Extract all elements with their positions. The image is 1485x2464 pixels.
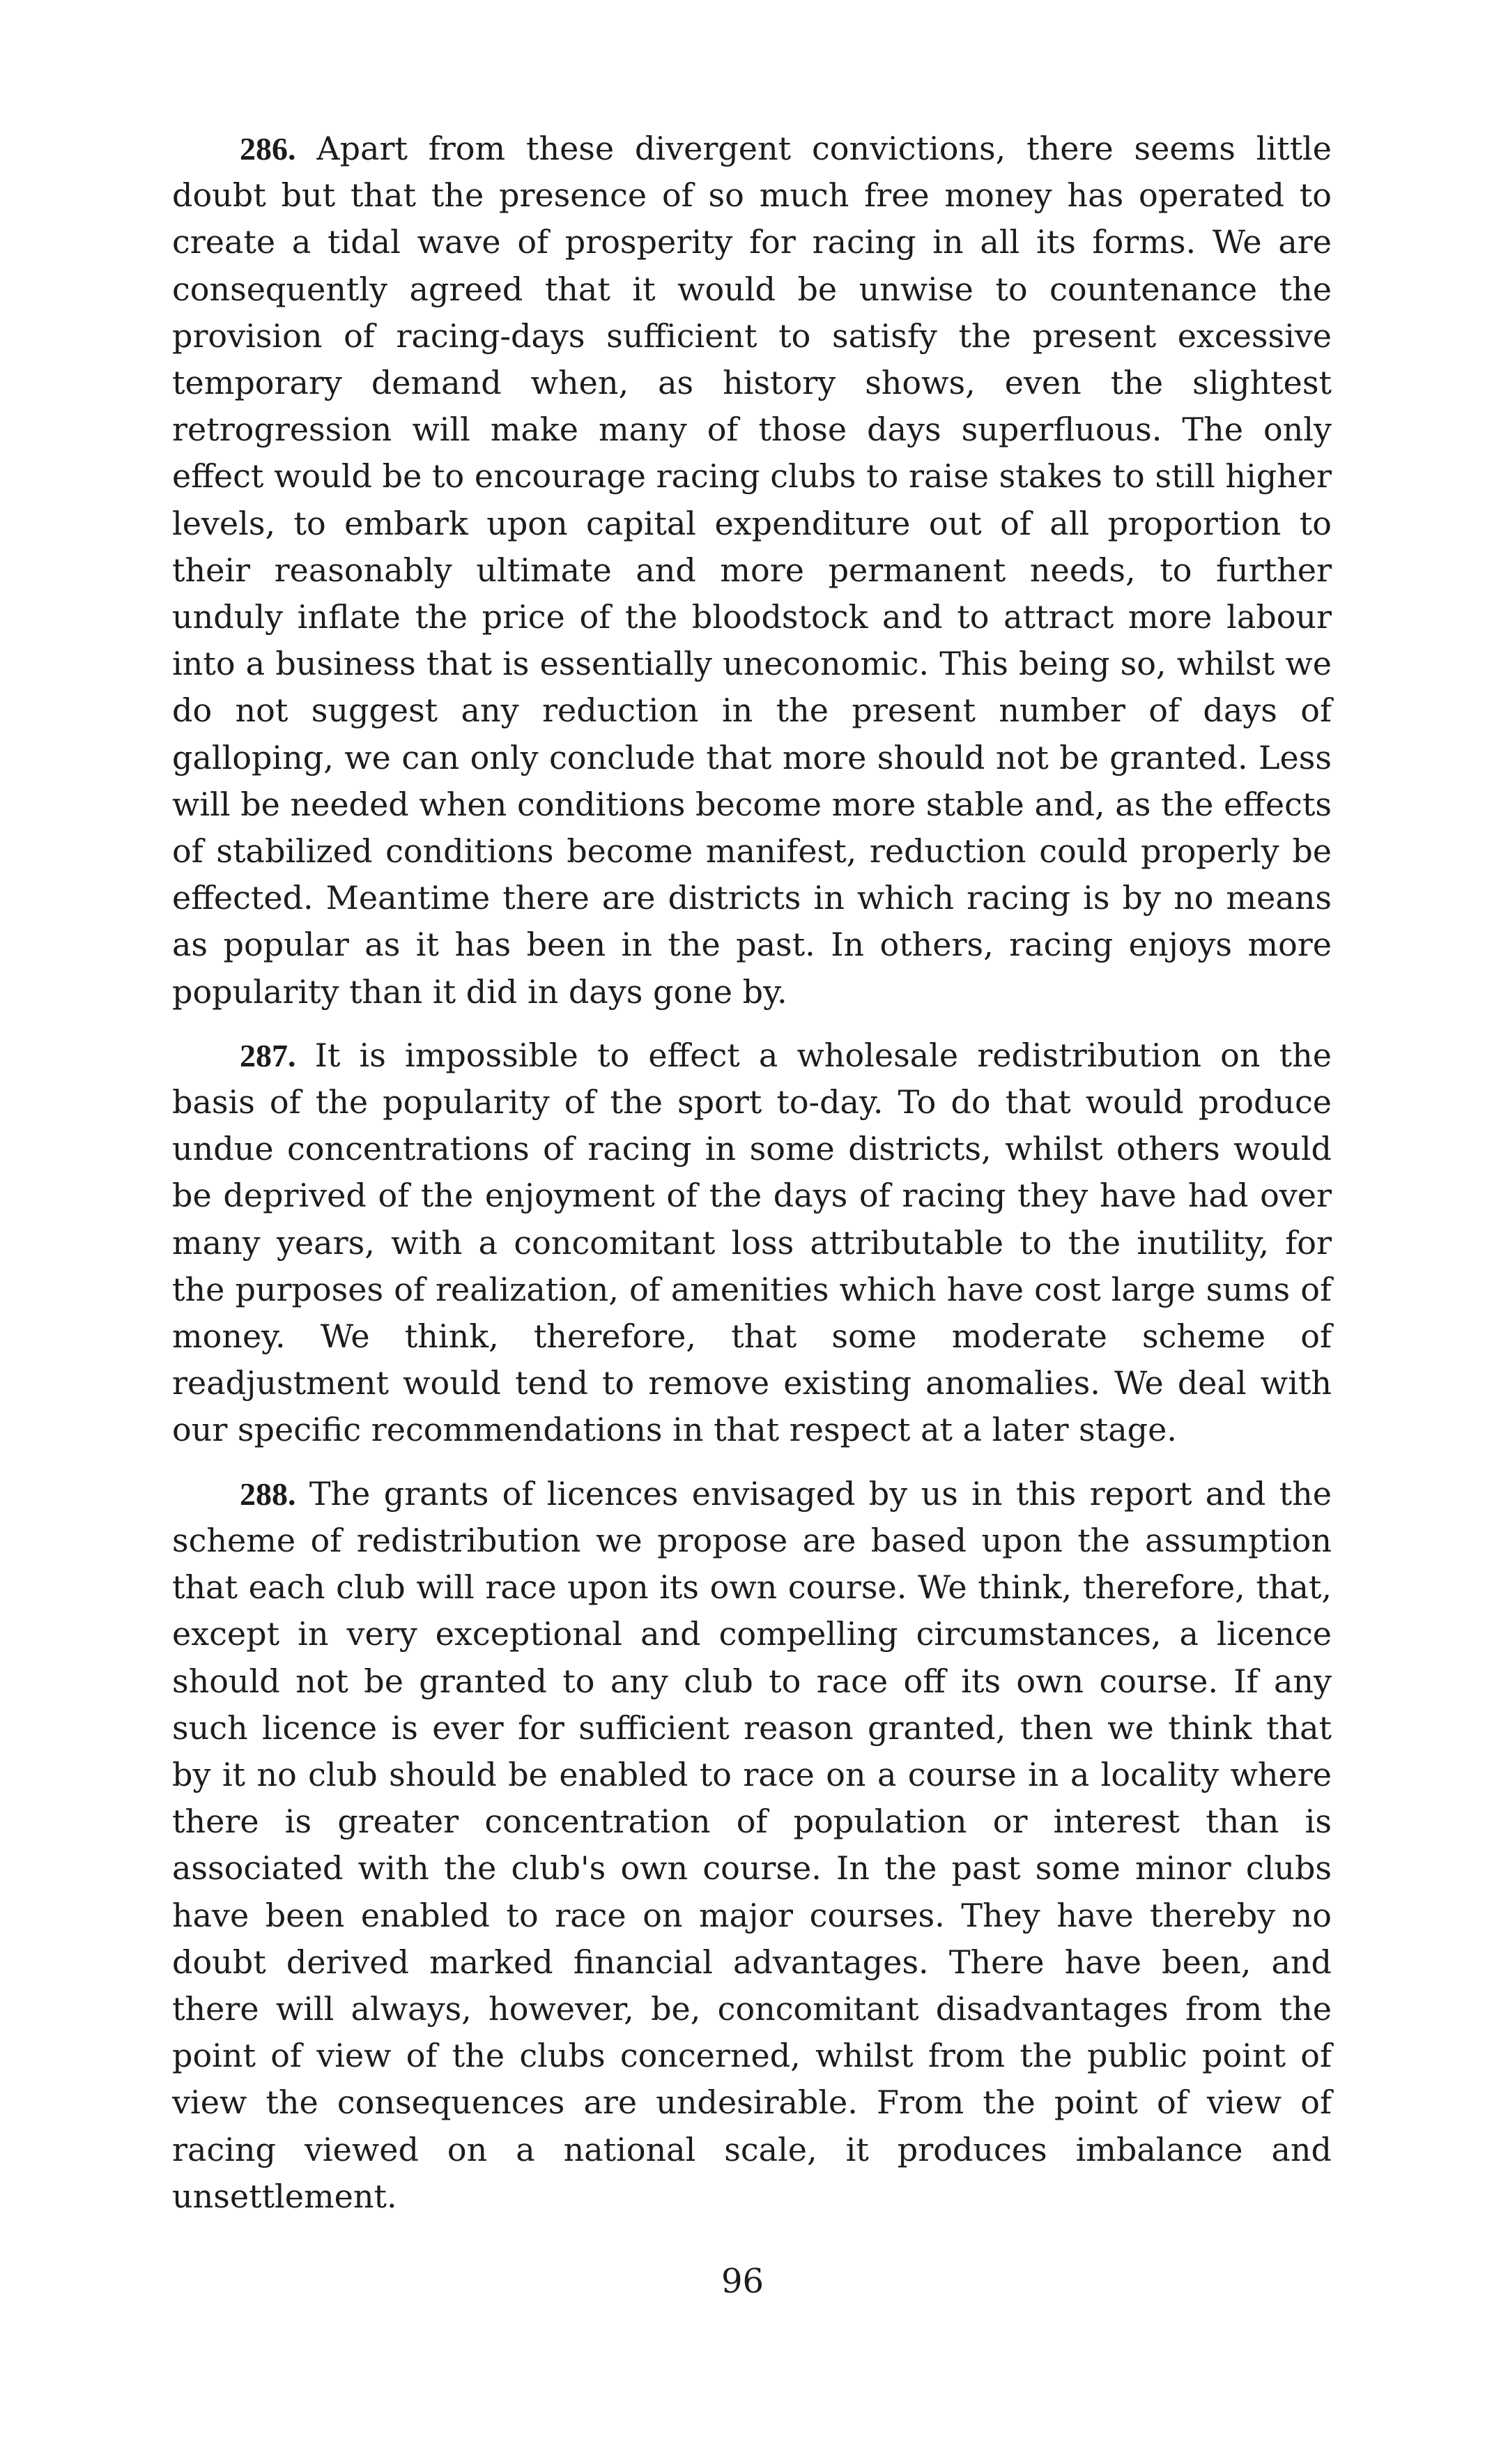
paragraph-text: Apart from these divergent convictions, there seems little doubt but that the presence of so much free money has operated to create a tidal wave of prosperity for racing in all its forms. We are consequently agreed that it would be unwise to countenance the provision of racing-days sufficient to satisfy the present excessive temporary demand when, as history shows, even the slightest retrogression will make many of those days superfluous. The only effect would be to encourage racing clubs to raise stakes to still higher levels, to embark upon capital expenditure out of all proportion to their reasonably ultimate and more permanent needs, to further unduly inflate the price of the bloodstock and to attract more labour into a business that is essentially uneconomic. This being so, whilst we do not suggest any reduction in the present number of days of galloping, we can only conclude that more should not be granted. Less will be needed when conditions become more stable and, as the effects of stabilized conditions become manifest, reduction could properly be effected. Meantime there are districts in which racing is by no means as popular as it has been in the past. In others, racing enjoys more popularity than it did in days gone by.	[172, 130, 1332, 1011]
paragraph-text: It is impossible to effect a wholesale redistribution on the basis of the popularity of the sport to-day. To do that would produce undue concentrations of racing in some districts, whilst others would be deprived of the enjoyment of the days of racing they have had over many years, with a concomitant loss attributable to the inutility, for the purposes of realization, of amenities which have cost large sums of money. We think, therefore, that some moderate scheme of readjustment would tend to remove existing anomalies. We deal with our specific recommendations in that respect at a later stage.	[172, 1036, 1332, 1449]
paragraph-number: 287.	[240, 1037, 296, 1073]
paragraph-287	[172, 1032, 1332, 1454]
document-page	[172, 125, 1332, 2237]
paragraph-number: 286.	[240, 131, 296, 167]
paragraph-number: 288.	[240, 1476, 296, 1512]
paragraph-288	[172, 1471, 1332, 2220]
paragraph-text: The grants of licences envisaged by us in this report and the scheme of redistribution we propose are based upon the assumption that each club will race upon its own course. We think, therefore, that, except in very exceptional and compelling circumstances, a licence should not be granted to any club to race off its own course. If any such licence is ever for sufficient reason granted, then we think that by it no club should be enabled to race on a course in a locality where there is greater concentration of population or interest than is associated with the club's own course. In the past some minor clubs have been enabled to race on major courses. They have thereby no doubt derived marked financial advantages. There have been, and there will always, however, be, concomitant disadvantages from the point of view of the clubs concerned, whilst from the public point of view the consequences are undesirable. From the point of view of racing viewed on a national scale, it produces imbalance and unsettlement.	[172, 1474, 1332, 2215]
paragraph-286	[172, 125, 1332, 1016]
page-number: 96	[721, 2262, 764, 2301]
